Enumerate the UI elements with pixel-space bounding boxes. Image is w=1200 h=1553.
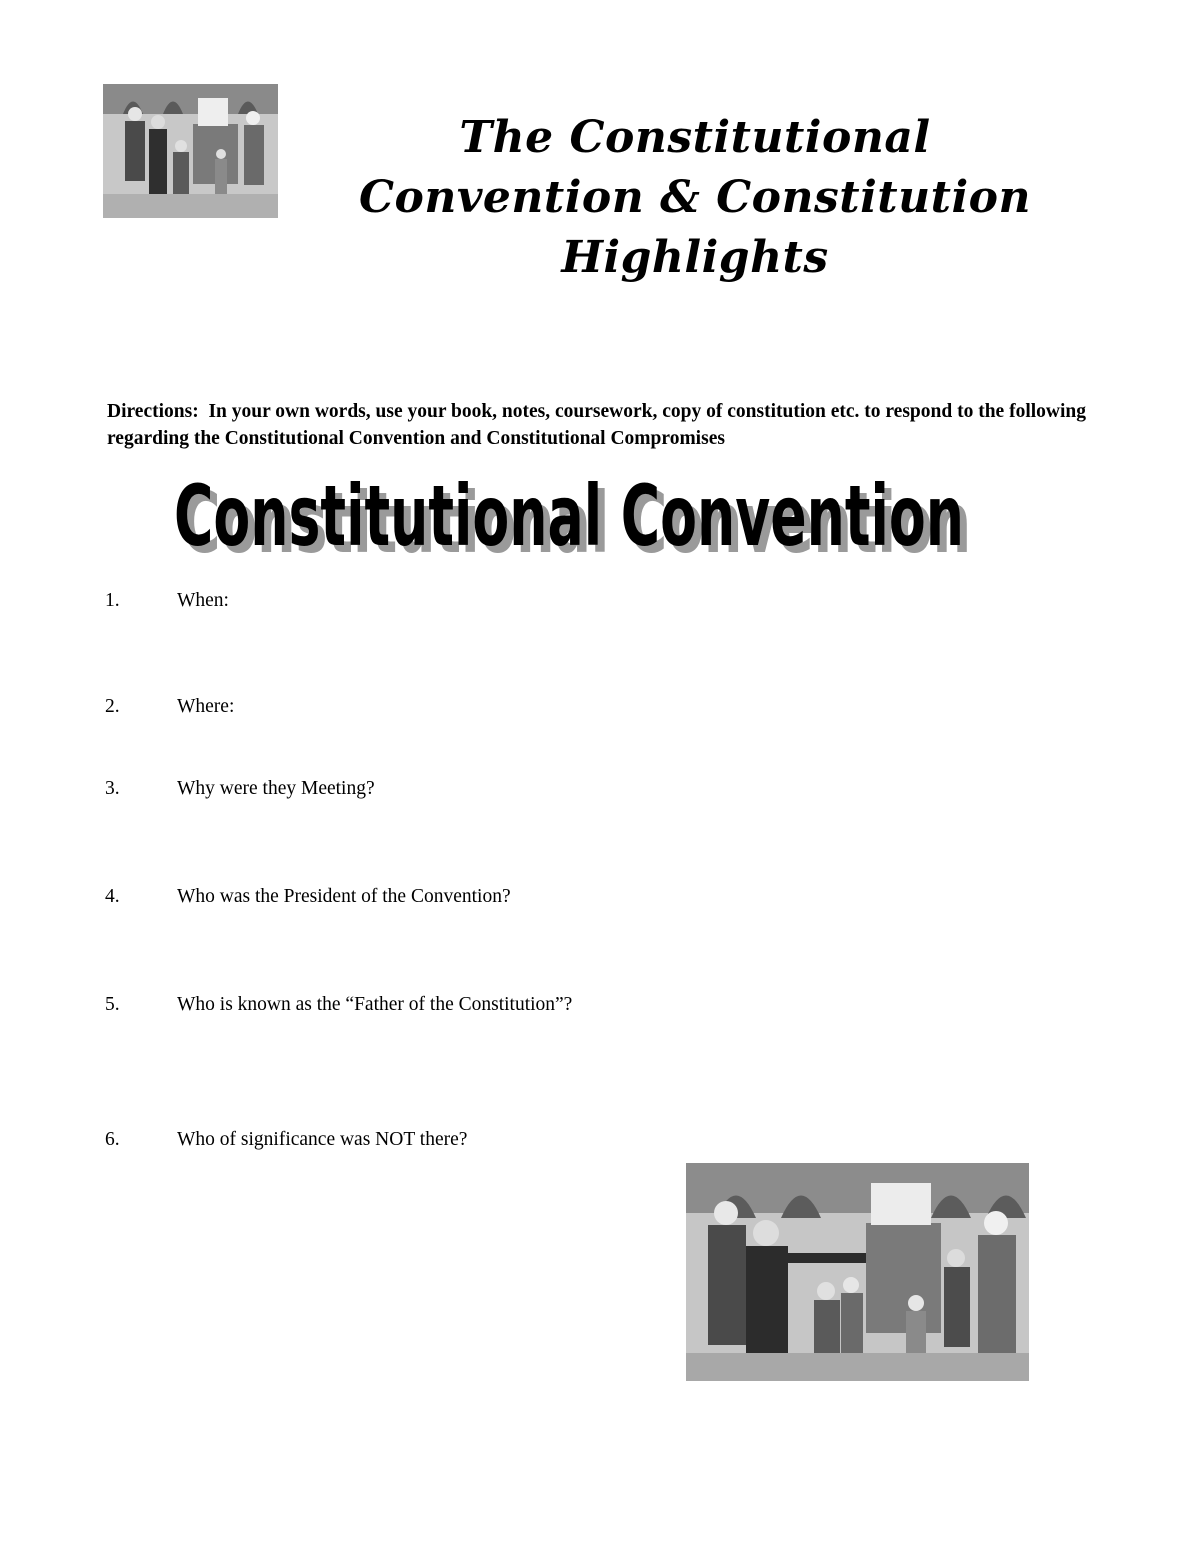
title-line-1: The Constitutional bbox=[459, 112, 931, 163]
convention-scene-small-graphic bbox=[103, 84, 278, 218]
convention-clipart-small bbox=[103, 84, 278, 218]
question-number: 6. bbox=[105, 1129, 120, 1150]
question-number: 1. bbox=[105, 590, 120, 611]
question-text: Why were they Meeting? bbox=[177, 778, 375, 799]
directions-text: In your own words, use your book, notes, coursework, copy of constitution etc. to respond to the following regarding the Constitutional Convention and Constitutional Compromises bbox=[107, 401, 1087, 449]
question-text: Where: bbox=[177, 696, 235, 717]
convention-clipart-large bbox=[686, 1163, 1029, 1381]
directions-label: Directions: bbox=[107, 401, 199, 422]
question-text: Who of significance was NOT there? bbox=[177, 1129, 468, 1150]
page-title bbox=[300, 108, 1090, 288]
convention-banner bbox=[168, 462, 998, 572]
directions-paragraph bbox=[107, 398, 1147, 452]
title-line-3: Highlights bbox=[561, 232, 829, 283]
convention-scene-large-graphic bbox=[686, 1163, 1029, 1381]
banner-text: Constitutional Convention bbox=[174, 467, 964, 565]
banner-wordart bbox=[168, 462, 998, 572]
question-number: 2. bbox=[105, 696, 120, 717]
question-number: 5. bbox=[105, 994, 120, 1015]
question-text: Who was the President of the Convention? bbox=[177, 886, 511, 907]
question-number: 3. bbox=[105, 778, 120, 799]
question-text: Who is known as the “Father of the Constitution”? bbox=[177, 994, 573, 1015]
question-text: When: bbox=[177, 590, 229, 611]
title-line-2: Convention & Constitution bbox=[358, 172, 1031, 223]
question-number: 4. bbox=[105, 886, 120, 907]
banner-shadow: Constitutional Convention bbox=[181, 474, 971, 572]
